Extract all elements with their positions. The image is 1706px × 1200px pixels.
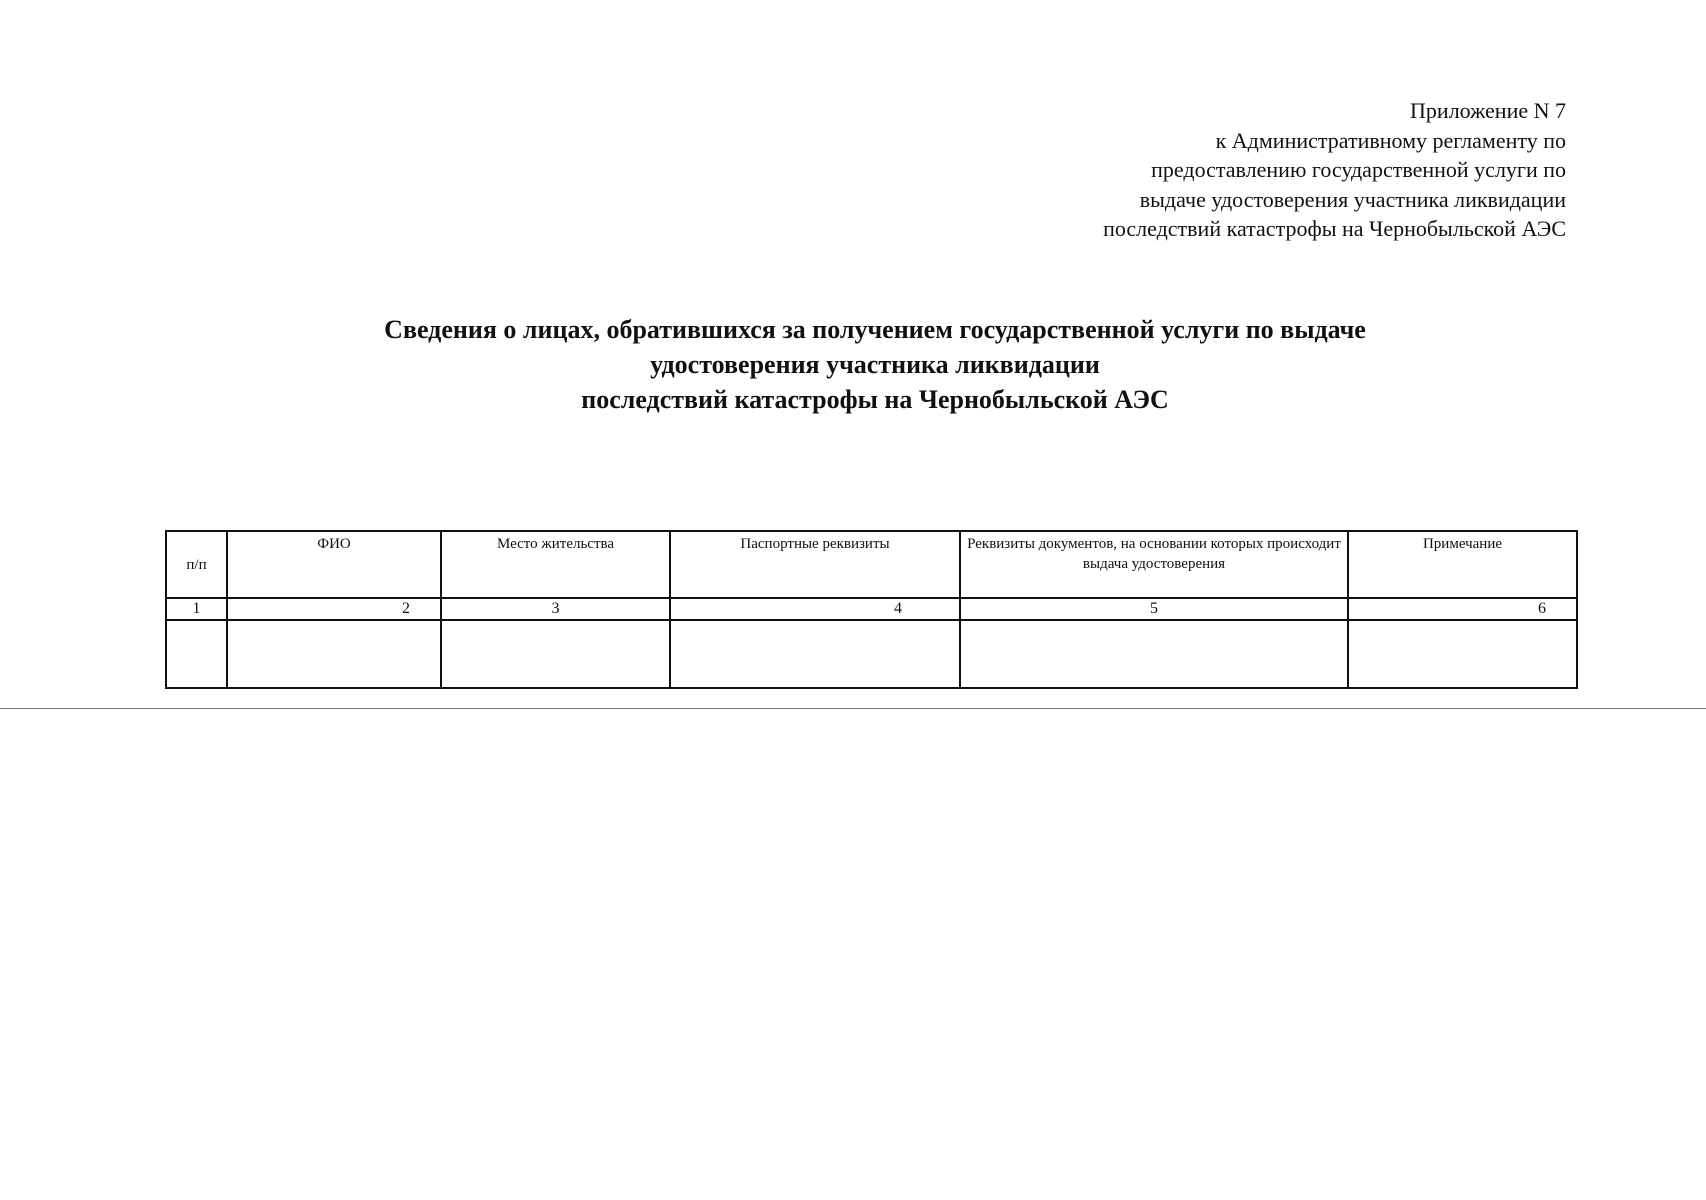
column-number: 5 xyxy=(960,598,1348,620)
table-row xyxy=(166,620,1577,688)
table-cell xyxy=(670,620,960,688)
header-cell-fio: ФИО xyxy=(227,531,441,598)
appendix-line: последствий катастрофы на Чернобыльской АЭС xyxy=(1103,216,1566,241)
column-number-row xyxy=(166,598,1577,620)
column-number: 3 xyxy=(441,598,670,620)
column-number: 2 xyxy=(227,598,441,620)
table-cell xyxy=(441,620,670,688)
header-cell-residence: Место жительства xyxy=(441,531,670,598)
register-table xyxy=(165,530,1578,689)
column-number: 4 xyxy=(670,598,960,620)
appendix-note xyxy=(1006,96,1566,244)
header-cell-passport: Паспортные реквизиты xyxy=(670,531,960,598)
title-line: удостоверения участника ликвидации xyxy=(650,350,1100,379)
header-cell-documents: Реквизиты документов, на основании которых происходит выдача удостоверения xyxy=(960,531,1348,598)
appendix-line: выдаче удостоверения участника ликвидации xyxy=(1139,186,1566,212)
table-cell xyxy=(227,620,441,688)
column-number: 1 xyxy=(166,598,227,620)
appendix-line: к Административному регламенту по xyxy=(1215,127,1566,153)
document-title xyxy=(360,312,1390,417)
table-cell xyxy=(960,620,1348,688)
table-cell xyxy=(166,620,227,688)
title-line: Сведения о лицах, обратившихся за получением государственной услуги по выдаче xyxy=(384,315,1366,344)
title-line: последствий катастрофы на Чернобыльской АЭС xyxy=(581,385,1169,414)
appendix-line: предоставлению государственной услуги по xyxy=(1151,157,1566,182)
header-cell-note: Примечание xyxy=(1348,531,1577,598)
appendix-line: Приложение N 7 xyxy=(1410,98,1566,123)
table-cell xyxy=(1348,620,1577,688)
column-number: 6 xyxy=(1348,598,1577,620)
table-header-row xyxy=(166,531,1577,598)
page-divider xyxy=(0,708,1706,709)
header-cell-number: п/п xyxy=(166,531,227,598)
